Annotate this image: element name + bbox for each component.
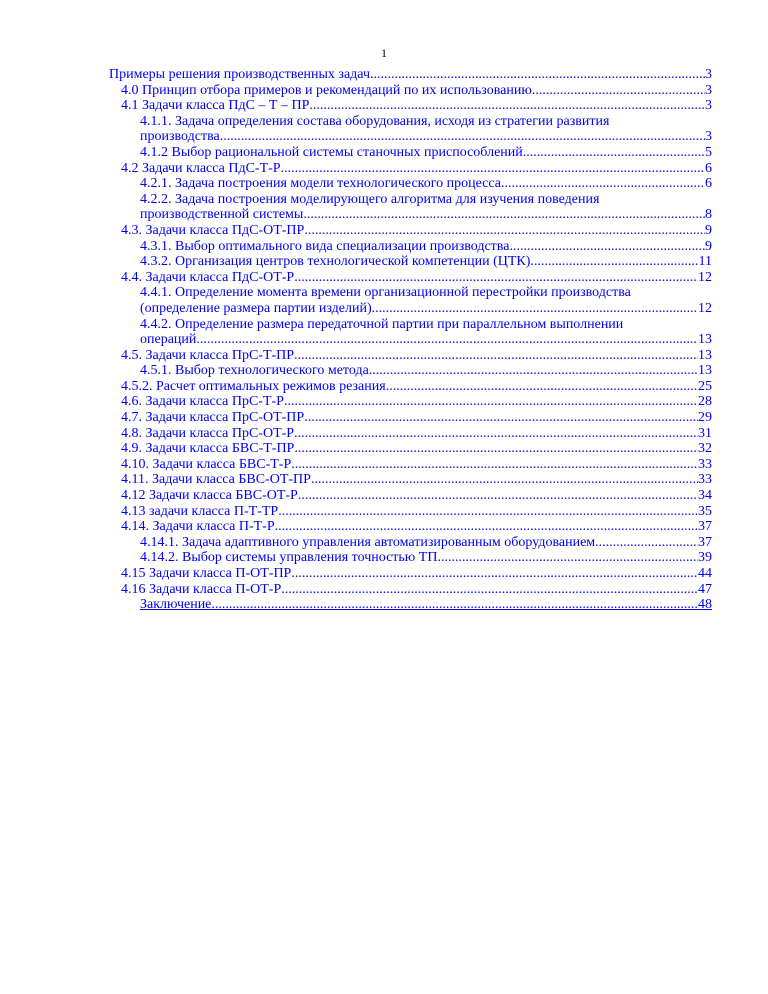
toc-dot-leader — [298, 488, 698, 504]
toc-entry-page: 5 — [705, 144, 712, 160]
toc-entry[interactable] — [109, 566, 712, 582]
toc-entry-title: производства — [140, 129, 220, 145]
toc-entry[interactable] — [109, 504, 712, 520]
toc-entry-title: Примеры решения производственных задач — [109, 67, 370, 82]
toc-entry-title: 4.5.1. Выбор технологического метода — [140, 363, 369, 379]
toc-entry[interactable] — [109, 348, 712, 364]
toc-dot-leader — [281, 161, 705, 177]
toc-entry-page: 8 — [705, 207, 712, 223]
toc-entry-title: 4.0 Принцип отбора примеров и рекомендаций по их использованию — [121, 82, 532, 98]
toc-entry-title: операций — [140, 332, 197, 348]
toc-dot-leader — [532, 83, 705, 99]
toc-entry-title: (определение размера партии изделий) — [140, 300, 372, 316]
toc-dot-leader — [211, 597, 698, 613]
toc-entry-page: 28 — [698, 394, 712, 410]
toc-entry-title: 4.1 Задачи класса ПдС – Т – ПР — [121, 98, 310, 114]
toc-dot-leader — [501, 176, 705, 192]
toc-entry-page: 47 — [698, 581, 712, 597]
toc-entry-page: 31 — [698, 425, 712, 441]
toc-dot-leader — [523, 145, 705, 161]
toc-dot-leader — [509, 239, 705, 255]
toc-entry-title: 4.13 задачи класса П-Т-ТР — [121, 503, 279, 519]
toc-entry[interactable] — [109, 597, 712, 613]
toc-entry-page: 44 — [698, 566, 712, 581]
toc-entry-title: 4.1.2 Выбор рациональной системы станочных приспособлений — [140, 144, 523, 160]
toc-entry[interactable] — [109, 582, 712, 598]
toc-dot-leader — [530, 254, 698, 270]
toc-entry[interactable] — [109, 550, 712, 566]
toc-entry-title: 4.16 Задачи класса П-ОТ-Р — [121, 581, 282, 597]
toc-entry[interactable] — [109, 192, 712, 223]
toc-entry-title: 4.4.2. Определение размера передаточной партии при параллельном выполнении — [140, 316, 624, 332]
toc-entry[interactable] — [109, 67, 712, 83]
toc-entry-page: 32 — [698, 441, 712, 457]
toc-entry-title: 4.5. Задачи класса ПрС-Т-ПР — [121, 347, 295, 363]
toc-dot-leader — [311, 472, 698, 488]
toc-entry-title: 4.14.2. Выбор системы управления точностью ТП — [140, 550, 438, 566]
toc-entry-page: 12 — [698, 300, 712, 316]
toc-entry[interactable] — [109, 363, 712, 379]
toc-entry-page: 3 — [705, 98, 712, 114]
toc-entry-title: 4.10. Задачи класса БВС-Т-Р — [121, 456, 292, 472]
toc-entry-page: 6 — [705, 176, 712, 192]
toc-dot-leader — [281, 582, 698, 598]
table-of-contents — [109, 67, 712, 613]
toc-dot-leader — [372, 301, 698, 317]
toc-entry-title: 4.8. Задачи класса ПрС-ОТ-Р — [121, 425, 295, 441]
toc-entry-page: 9 — [705, 238, 712, 254]
toc-entry-page: 34 — [698, 488, 712, 504]
toc-entry-page: 33 — [698, 456, 712, 472]
toc-entry-page: 29 — [698, 410, 712, 426]
toc-entry-title: 4.4.1. Определение момента времени организационной перестройки производства — [140, 285, 631, 301]
toc-entry[interactable] — [109, 114, 712, 145]
toc-dot-leader — [437, 550, 698, 566]
page-number: 1 — [381, 46, 387, 60]
toc-dot-leader — [196, 332, 698, 348]
toc-entry[interactable] — [109, 457, 712, 473]
toc-entry[interactable] — [109, 379, 712, 395]
toc-dot-leader — [294, 270, 698, 286]
toc-dot-leader — [303, 207, 705, 223]
toc-entry-title: 4.14.1. Задача адаптивного управления автоматизированным оборудованием — [140, 534, 596, 550]
toc-entry-page: 3 — [705, 82, 712, 98]
toc-entry-title: 4.2 Задачи класса ПдС-Т-Р — [121, 160, 281, 176]
toc-entry[interactable] — [109, 98, 712, 114]
toc-entry-page: 3 — [705, 67, 712, 82]
toc-entry-page: 37 — [698, 519, 712, 535]
toc-entry-page: 13 — [698, 363, 712, 379]
toc-entry[interactable] — [109, 270, 712, 286]
toc-dot-leader — [294, 441, 698, 457]
toc-entry-title: 4.1.1. Задача определения состава оборудования, исходя из стратегии развития — [140, 113, 610, 129]
toc-dot-leader — [370, 67, 705, 83]
toc-entry-title: 4.3. Задачи класса ПдС-ОТ-ПР — [121, 222, 305, 238]
toc-dot-leader — [369, 363, 698, 379]
toc-dot-leader — [294, 426, 698, 442]
toc-dot-leader — [278, 504, 698, 520]
toc-entry-page: 13 — [698, 332, 712, 348]
toc-dot-leader — [291, 457, 698, 473]
toc-entry-title: 4.12 Задачи класса БВС-ОТ-Р — [121, 488, 298, 504]
toc-entry-title: 4.14. Задачи класса П-Т-Р — [121, 519, 275, 535]
toc-entry-title: 4.5.2. Расчет оптимальных режимов резания — [121, 378, 386, 394]
toc-entry-title: 4.4. Задачи класса ПдС-ОТ-Р — [121, 269, 295, 285]
toc-entry-page: 37 — [698, 534, 712, 550]
toc-entry-title: 4.11. Задачи класса БВС-ОТ-ПР — [121, 472, 311, 488]
toc-entry-title: 4.3.1. Выбор оптимального вида специализации производства — [140, 238, 510, 254]
toc-entry[interactable] — [109, 394, 712, 410]
toc-entry-page: 11 — [698, 254, 712, 270]
toc-entry-title: 4.2.1. Задача построения модели технологического процесса — [140, 176, 502, 192]
toc-entry[interactable] — [109, 410, 712, 426]
toc-entry-page: 39 — [698, 550, 712, 566]
toc-entry[interactable] — [109, 239, 712, 255]
toc-entry[interactable] — [109, 254, 712, 270]
toc-entry-page: 33 — [698, 472, 712, 488]
toc-entry-page: 25 — [698, 378, 712, 394]
toc-entry[interactable] — [109, 519, 712, 535]
toc-entry-page: 12 — [698, 269, 712, 285]
toc-dot-leader — [275, 519, 698, 535]
toc-entry[interactable] — [109, 535, 712, 551]
toc-entry-page: 6 — [705, 160, 712, 176]
toc-entry-title: 4.9. Задачи класса БВС-Т-ПР — [121, 441, 295, 457]
toc-entry-page: 13 — [698, 347, 712, 363]
toc-entry-page: 35 — [698, 503, 712, 519]
toc-entry[interactable] — [109, 285, 712, 316]
toc-entry-title: Заключение — [140, 597, 212, 613]
toc-entry-title: 4.6. Задачи класса ПрС-Т-Р — [121, 394, 284, 410]
toc-entry[interactable] — [109, 223, 712, 239]
toc-dot-leader — [304, 410, 698, 426]
toc-entry[interactable] — [109, 472, 712, 488]
toc-entry-title: производственной системы — [140, 207, 304, 223]
toc-entry[interactable] — [109, 317, 712, 348]
toc-dot-leader — [309, 98, 705, 114]
toc-dot-leader — [304, 223, 705, 239]
toc-entry-title: 4.3.2. Организация центров технологической компетенции (ЦТК) — [140, 254, 531, 270]
toc-entry[interactable] — [109, 426, 712, 442]
toc-dot-leader — [294, 348, 698, 364]
toc-entry[interactable] — [109, 488, 712, 504]
toc-entry-title: 4.7. Задачи класса ПрС-ОТ-ПР — [121, 410, 305, 426]
toc-entry[interactable] — [109, 145, 712, 161]
toc-entry-page: 9 — [705, 222, 712, 238]
toc-dot-leader — [386, 379, 698, 395]
toc-entry[interactable] — [109, 83, 712, 99]
toc-dot-leader — [220, 129, 705, 145]
toc-entry[interactable] — [109, 161, 712, 177]
toc-entry-title: 4.2.2. Задача построения моделирующего алгоритма для изучения поведения — [140, 191, 600, 207]
toc-entry-title: 4.15 Задачи класса П-ОТ-ПР — [121, 566, 292, 581]
toc-dot-leader — [284, 394, 698, 410]
toc-dot-leader — [291, 566, 698, 582]
toc-entry[interactable] — [109, 441, 712, 457]
toc-entry-page: 48 — [698, 597, 712, 613]
toc-entry[interactable] — [109, 176, 712, 192]
toc-entry-page: 3 — [705, 129, 712, 145]
toc-dot-leader — [595, 535, 698, 551]
